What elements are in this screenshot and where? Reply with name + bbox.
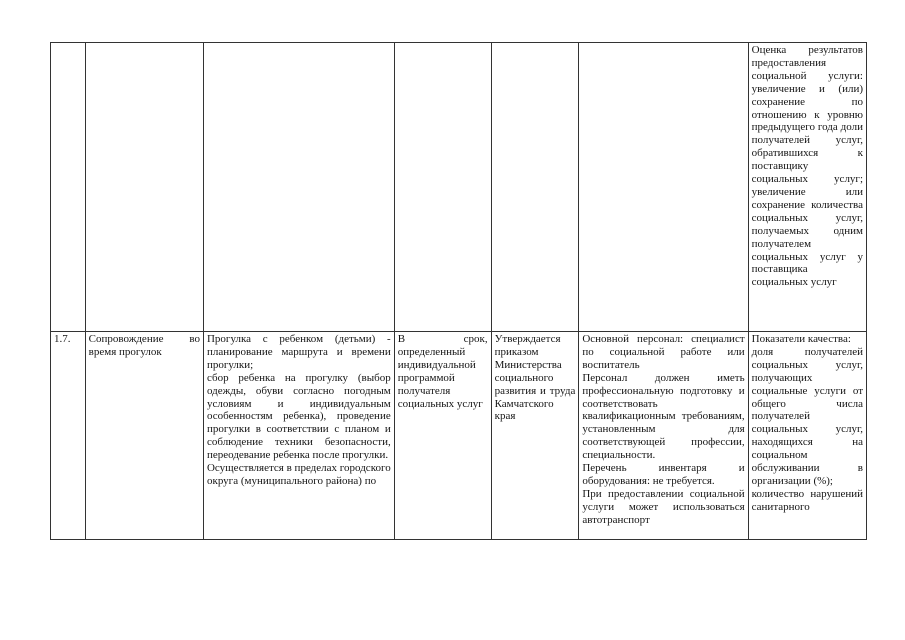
- table-row-1-7: [51, 332, 867, 540]
- cell-term: [394, 332, 491, 540]
- cell-empty: [491, 43, 579, 332]
- description-paragraph: Прогулка с ребенком (детьми) - планирование маршрута и времени прогулки;: [206, 333, 391, 371]
- quality-paragraph: доля получателей социальных услуг, получающих социальные услуги от общего числа получателей социальных услуг, находящихся на социальном обслуживании в организации (%);: [751, 345, 863, 487]
- cell-empty: [579, 43, 748, 332]
- conditions-paragraph: Персонал должен иметь профессиональную подготовку и соответствовать квалификационным требованиям, установленным для соответствующей профессии, специальности.: [582, 371, 745, 462]
- service-name: Сопровождение во время прогулок: [88, 333, 200, 358]
- conditions-paragraph: При предоставлении социальной услуги может использоваться автотранспорт: [582, 487, 745, 526]
- cell-conditions: [579, 332, 748, 540]
- cell-tariff: [491, 332, 579, 540]
- result-evaluation-text: Оценка результатов предоставления социальной услуги: увеличение и (или) сохранение по отношению к уровню предыдущего года доли получателей услуг, обратившихся к поставщику социальных услуг; увеличение или сохранение количества социальных услуг, получаемых одним получателем социальных услуг у поставщика социальных услуг: [751, 44, 863, 289]
- quality-paragraph: количество нарушений санитарного: [751, 487, 863, 513]
- cell-empty: [203, 43, 394, 332]
- conditions-paragraph: Основной персонал: специалист по социальной работе или воспитатель: [582, 333, 745, 371]
- quality-paragraph: Показатели качества:: [751, 333, 851, 345]
- cell-empty: [394, 43, 491, 332]
- cell-result-evaluation: [748, 43, 866, 332]
- table-row-previous: [51, 43, 867, 332]
- conditions-paragraph: Перечень инвентаря и оборудования: не требуется.: [582, 462, 745, 487]
- cell-description: [203, 332, 394, 540]
- term-text: В срок, определенный индивидуальной программой получателя социальных услуг: [397, 333, 488, 410]
- cell-quality: [748, 332, 866, 540]
- description-paragraph: Осуществляется в пределах городского округа (муниципального района) по: [206, 462, 391, 487]
- cell-empty: [51, 43, 86, 332]
- row-number: 1.7.: [54, 333, 71, 345]
- services-table: [50, 42, 867, 540]
- tariff-text: Утверждается приказом Министерства социального развития и труда Камчатского края: [494, 333, 576, 423]
- cell-service-name: [85, 332, 203, 540]
- description-paragraph: сбор ребенка на прогулку (выбор одежды, обуви согласно погодным условиям и индивидуальным особенностям ребенка), проведение прогулки в соответствии с планом и соблюдение техники безопасности, переодевание ребенка после прогулки.: [206, 371, 391, 462]
- cell-empty: [85, 43, 203, 332]
- cell-number: [51, 332, 86, 540]
